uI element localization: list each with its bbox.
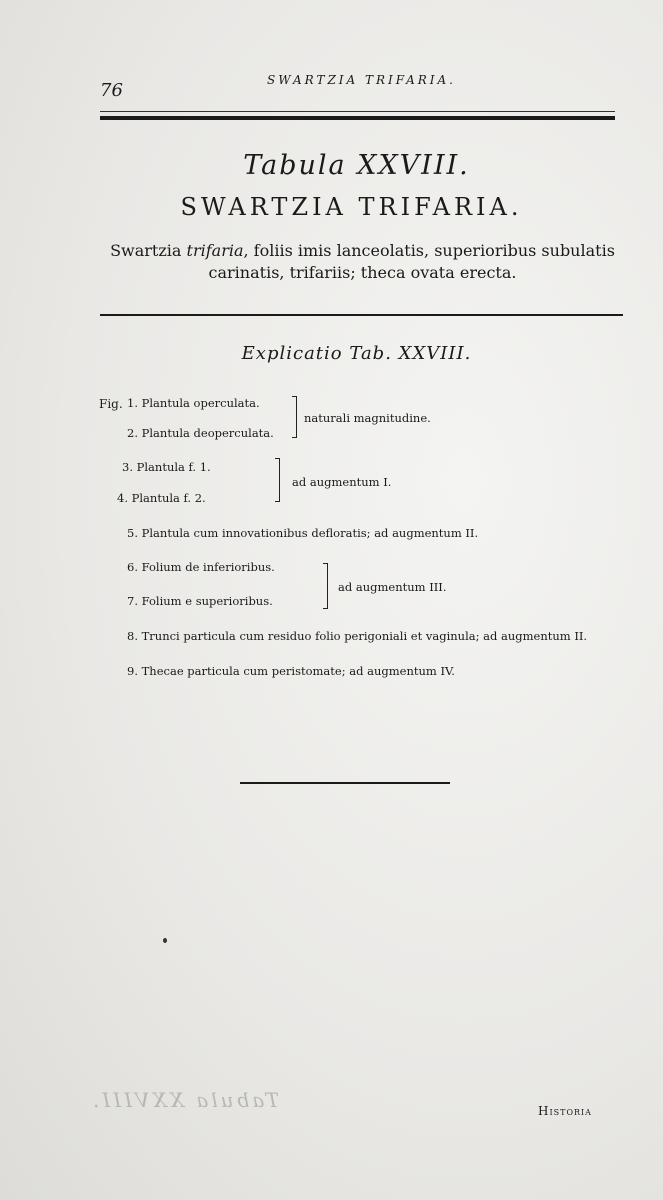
fig-item-num: 7.: [127, 594, 138, 608]
fig-item-text: Plantula deoperculata.: [141, 426, 274, 440]
ink-spot: [163, 938, 167, 943]
diagnosis-line-1: [100, 240, 625, 262]
header-rule: [100, 116, 615, 120]
species-title: SWARTZIA TRIFARIA.: [180, 193, 523, 221]
fig-item-7: [127, 594, 273, 608]
fig-item-num: 8.: [127, 629, 138, 643]
group-bracket: [292, 396, 297, 438]
fig-label: Fig.: [99, 397, 123, 411]
fig-item-8: [127, 629, 587, 643]
plate-title: Tabula XXVIII.: [243, 150, 470, 181]
group-bracket: [275, 458, 280, 502]
fig-item-text: Thecae particula cum peristomate; ad augmentum IV.: [141, 664, 455, 678]
diagnosis-line-2: carinatis, trifariis; theca ovata erecta.: [208, 263, 517, 282]
fig-item-text: Plantula f. 2.: [131, 491, 206, 505]
group-bracket: [323, 563, 328, 609]
fig-item-num: 2.: [127, 426, 138, 440]
header-rule-thin: [100, 111, 615, 112]
bleed-through-text: Tabula XXVIII.: [90, 1088, 280, 1112]
fig-item-num: 1.: [127, 396, 138, 410]
fig-item-num: 9.: [127, 664, 138, 678]
fig-item-5: [127, 526, 478, 540]
diagnosis-epithet: trifaria: [186, 241, 244, 260]
fig-item-text: Folium e superioribus.: [141, 594, 273, 608]
fig-item-num: 3.: [122, 460, 133, 474]
group-note-3: ad augmentum III.: [338, 580, 447, 594]
fig-item-4: [117, 491, 206, 505]
fig-item-num: 5.: [127, 526, 138, 540]
page-number: 76: [100, 80, 123, 101]
diagnosis-genus: Swartzia: [110, 241, 182, 260]
fig-item-6: [127, 560, 275, 574]
fig-item-text: Trunci particula cum residuo folio perigoniali et vaginula; ad augmentum II.: [141, 629, 588, 643]
fig-item-9: [127, 664, 455, 678]
diagnosis-line1-rest: , foliis imis lanceolatis, superioribus subulatis: [243, 241, 615, 260]
group-note-2: ad augmentum I.: [292, 475, 392, 489]
fig-item-3: [122, 460, 211, 474]
group-note-1: naturali magnitudine.: [304, 411, 431, 425]
section-rule: [100, 314, 623, 316]
fig-item-2: [127, 426, 274, 440]
fig-item-text: Plantula operculata.: [141, 396, 260, 410]
fig-item-text: Folium de inferioribus.: [141, 560, 275, 574]
fig-item-text: Plantula f. 1.: [136, 460, 211, 474]
fig-item-text: Plantula cum innovationibus defloratis; ad augmentum II.: [141, 526, 479, 540]
fig-item-1: [127, 396, 260, 410]
explanation-heading: Explicatio Tab. XXVIII.: [241, 343, 472, 364]
closing-rule: [240, 782, 450, 784]
fig-item-num: 6.: [127, 560, 138, 574]
fig-item-num: 4.: [117, 491, 128, 505]
species-diagnosis: [100, 240, 625, 284]
catchword: Historia: [538, 1104, 592, 1118]
running-head: SWARTZIA TRIFARIA.: [267, 73, 456, 87]
